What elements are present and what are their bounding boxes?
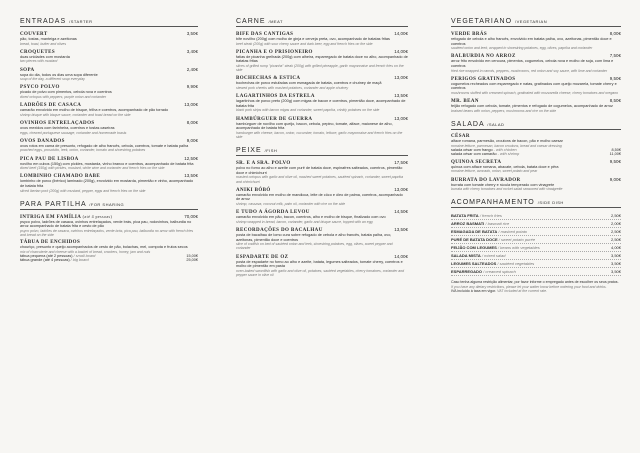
menu-item (20, 138, 198, 153)
section-title: PEIXE (236, 147, 262, 155)
item-price: 3,40€ (186, 48, 198, 54)
item-price: 14,00€ (394, 48, 408, 54)
column-right (451, 18, 621, 293)
item-name: BIFE DAS CANTIGAS (236, 32, 294, 37)
item-desc-en: mix of charcuterie and cheese with a basket of bread, crackers, honey, jam and nuts (20, 249, 151, 254)
side-dish-row (451, 236, 621, 244)
menu-item (20, 49, 198, 64)
item-price: 13,00€ (394, 115, 408, 121)
tabua-small-line: tábua pequena (até 2 pessoas) / small board 15,00€ (20, 254, 198, 259)
item-name: OVOS DANADOS (20, 138, 65, 144)
allergy-note-pt: Caso tenha alguma restrição alimentar, por favor informe o empregado antes de escolher os seus pratos. (451, 280, 619, 285)
menu-item-intriga (20, 214, 198, 238)
section-title: VEGETARIANO (451, 18, 513, 25)
item-desc-en: sautéed onion and leek, wrapped in shoestring potatoes, egg, olives, paprika and coriander (451, 46, 593, 51)
item-desc: posta de espadarte no forno ao alho e azeite, batata, legumes salteados, tomate cherry, coentros e molho de pimentão em pasta (236, 259, 403, 269)
item-price: 17,50€ (394, 160, 408, 166)
item-desc: camarão envolvido em molho de mandioca, leite de côco e óleo de palma, coentros, acompanhado de arroz (236, 192, 403, 202)
item-name: LAGARTINHOS DA ESTRELA (236, 94, 315, 100)
vat-note-pt: IVA incluído à taxa em vigor. (451, 288, 497, 293)
side-price: 4,00€ (610, 245, 621, 251)
side-name: PURÉ DE BATATA DOCE (451, 237, 498, 243)
item-desc: fatias de picanha grelhada (200g) com alheira, esparregado de batata doce no alho, acompanhado de batatas fritas (236, 54, 408, 64)
item-price: 13,00€ (394, 186, 408, 192)
item-desc-en: sliced iberian pork (200g) with mustard, pepper, eggs and french fries on the side (20, 188, 146, 193)
item-price: 9,00€ (186, 137, 198, 143)
item-name: SR. E A SRA. POLVO (236, 161, 291, 167)
item-desc: polvo no forno ao alho e azeite com purê de batata doce, espinafres salteados, coentros, pimentão doce e chimichurri (236, 166, 403, 175)
section-subtitle: /VEGETARIAN (515, 19, 548, 24)
item-desc-en: diced octopus with peppers, purple onion and coriander (20, 94, 107, 99)
side-price: 2,50€ (610, 213, 621, 219)
item-desc: burrata com tomate cherry e rúcula temperado com vinagrete (451, 182, 555, 187)
carne-list (236, 31, 408, 139)
side-name-en: / mashed potato (498, 229, 528, 235)
item-desc-en: eggs, chewed portuguese sausage, coriander and homemade toasts (20, 130, 127, 135)
tabua-big-line: tábua grande (até 4 pessoas) / big board 25,00€ (20, 258, 198, 263)
item-desc-en: romaine lettuce, parmesan, bacon croutons, bread and caesar dressing (451, 143, 562, 148)
item-desc: picado de polvo com pimentos, cebola roxa e coentros (20, 90, 112, 95)
item-price: 13,50€ (184, 173, 198, 179)
item-desc-en: stewed pork cheeks with mashed potatoes, coriander and apple chutney (236, 85, 349, 90)
item-price: 8,00€ (186, 119, 198, 125)
section-title: CARNE (236, 18, 266, 25)
section-title-partilha (20, 201, 198, 210)
item-desc-en: shrimp wrapped in bread, bacon, coriander, garlic and bisque sauce, topped with an egg (236, 219, 373, 224)
side-name-en: / sautéed vegetables (497, 261, 535, 267)
side-name: FEIJÃO COM LEGUMES (451, 245, 497, 251)
side-dish-row (451, 268, 621, 276)
item-price: 9,50€ (609, 75, 621, 81)
side-price: 3,50€ (610, 269, 621, 275)
allergy-note-en: If you have any dietary restrictions, please let your waiter know before ordering your food and drinks. (451, 284, 607, 289)
menu-item (236, 160, 408, 184)
section-subtitle: /FISH (264, 148, 278, 154)
menu-item (236, 254, 408, 278)
menu-item (236, 187, 408, 206)
item-name: CÉSAR (451, 133, 470, 139)
item-desc-en: two pieces with mustard (20, 59, 58, 64)
side-name-en: / french fries (479, 213, 502, 219)
menu-item (20, 173, 198, 192)
section-title-peixe (236, 147, 408, 156)
item-desc: posta de bacalhau de lomo cura sobre refogado de cebola e alho francês, batata palha, ovo, azeitonas, pimentão doce e coentros (236, 232, 392, 242)
side-name-en: / creamed spinach (483, 269, 516, 275)
section-title-vegetariano (451, 18, 621, 27)
item-desc-en: fried rice wrapped in carrots, peppers, mushrooms, red onion and soy sauce, with lime and coriander (451, 68, 608, 73)
item-price: 14,50€ (394, 209, 408, 215)
section-title-acompanhamento (451, 199, 621, 208)
item-name: MR. BEAN (451, 99, 479, 105)
item-name: VERDE BRÁS (451, 32, 488, 37)
item-desc-en: shrimp bisque with bisque sauce, coriander and toast bread on the side (20, 112, 131, 117)
item-name: QUINOA SECRETA (451, 159, 502, 165)
item-name: SOPA (20, 67, 35, 73)
item-desc: chouriço, presunto e queijo acompanhados de cesto de pão, bolachas, mel, compota e frutos secos (20, 245, 188, 250)
side-name: ARROZ BASMATI (451, 221, 485, 227)
item-desc-en: braised beans with onion, peppers, mushrooms and rice on the side (451, 108, 557, 113)
side-price: 3,50€ (610, 253, 621, 259)
section-title: PARA PARTILHA (20, 200, 87, 208)
side-name-en: / mixed salad (481, 253, 506, 259)
side-name: ESMAGADA DE BATATA (451, 229, 498, 235)
side-price: 2,00€ (610, 221, 621, 227)
item-price: 9,90€ (186, 84, 198, 90)
side-dish-row (451, 244, 621, 252)
item-desc: ovos mexidos com farinheira, coentros e tostas caseiras (20, 125, 115, 130)
item-name: BALBURDIA NO ARROZ (451, 54, 516, 60)
section-subtitle: /FOR SHARING (89, 201, 125, 207)
item-price: 12,50€ (184, 155, 198, 161)
item-price: 14,00€ (394, 31, 408, 36)
item-desc-en: roasted octopus with garlic and olive oil, mashed sweet potatoes, sautéed spinach, coriander, sweet paprika and chimichurri (236, 175, 404, 184)
item-name: LOMBINHO CHAMADO BABE (20, 174, 101, 180)
section-title: SALADA (451, 120, 485, 128)
item-name: PICANHA E O PRISIONEIRO (236, 49, 313, 55)
item-name: TÁBUA DE ENCHIDOS (20, 240, 81, 246)
item-desc: alface romana, parmesão, croutons de bacon, pão e molho caesar (451, 138, 563, 143)
entradas-list (20, 31, 198, 193)
item-desc: novilho em cubos (150g) com pickles, mostarda, vinho branco e coentros, acompanhado de batata frita (20, 161, 194, 166)
item-price: 13,50€ (394, 226, 408, 232)
item-price: 8,50€ (609, 98, 621, 104)
menu-item (236, 209, 408, 224)
item-desc-en: psyco polvo, ladrões de casaca, ovinhos entrelaçados, verde brás, pica pau, balburdia no arroz with french fries and bread on the side (20, 228, 194, 238)
item-name: LADRÕES DE CASACA (20, 103, 82, 109)
salada-list (451, 159, 621, 192)
item-desc-en: diced beef (150g) with pickles, mustard, white wine and coriander and french fries on the side (20, 166, 165, 171)
item-desc-en: slice of codfish on bed of sautéed onion and leek, shoestring potatoes, egg, olives, sweet pepper and coriander (236, 242, 393, 251)
side-name-en: / basmati rice (485, 221, 510, 227)
vegetariano-list (451, 31, 621, 113)
menu-item (236, 116, 408, 140)
item-desc-en: oven-baked swordfish with garlic and olive oil, potatoes, sautéed vegetables, cherry tomatoes, coriander and pepper sauce in olive oil (236, 268, 405, 277)
item-desc: camarão envolvido em pão, bacon, coentros, alho e molho de bisque, finalizado com ovo (236, 215, 386, 220)
side-price: 3,50€ (610, 261, 621, 267)
item-price: 9,50€ (609, 158, 621, 164)
menu-item (451, 31, 621, 50)
item-name: COUVERT (20, 32, 48, 37)
side-dish-row (451, 228, 621, 236)
item-desc: hambúrguer de novilho com queijo, bacon, cebola, pepino, tomate, alface, maionese de alho, acompanhado de batata frita (236, 121, 393, 131)
section-title: ENTRADAS (20, 18, 67, 25)
cesar-shrimp-line: salada césar com camarão - with shrimp 11,00€ (451, 151, 621, 156)
menu-item (236, 31, 408, 46)
item-desc: arroz frito envolvido em cenoura, pimentos, cogumelos, cebola roxa e molho de soja, com lima e coentros (451, 59, 614, 68)
section-subtitle: /SIDE DISH (537, 200, 564, 206)
side-name-en: / sweet potato purée (498, 237, 536, 243)
item-desc: psyco polvo, ladrões de casaca, ovinhos entrelaçados, verde brás, pica pau, rodovinhos, balburdia no arroz acompanhado de batata frita e cesto de pão (20, 219, 192, 229)
item-name: BOCHECHAS & ESTICA (236, 76, 301, 82)
item-desc: bochechas de porco estufadas com esmagada de batata, coentros e chutney de maçã (236, 81, 382, 86)
item-desc-en: poached eggs, prosciutto, leek, onion, coriander, tomato and shoestring potatoes (20, 148, 146, 153)
item-price: 3,50€ (186, 31, 198, 36)
menu-item (20, 67, 198, 82)
item-name: CROQUETES (20, 49, 55, 55)
menu-item (451, 98, 621, 113)
side-name-en: / beans with vegetables (497, 245, 540, 251)
item-name: RECORDAÇÕES DO BACALHAU (236, 227, 323, 233)
item-name: ESPADARTE DE OZ (236, 254, 289, 260)
side-name: LEGUMES SALTEADOS (451, 261, 497, 267)
section-title-carne (236, 18, 408, 27)
item-name: ANIKI BÓBÓ (236, 187, 271, 193)
side-name: ESPARREGADO (451, 269, 483, 275)
item-desc-en: burrata with cherry tomatoes and rocket salad seasoned with vinaigrette (451, 187, 563, 192)
item-name: OVINHOS ENTRELAÇADOS (20, 120, 95, 126)
item-desc: pão, tostas, manteiga e azeitonas (20, 37, 77, 41)
item-desc-en: hamburger with cheese, bacon, onion, cucumber, tomato, lettuce, garlic mayonnaise and french fries on the side (236, 130, 403, 139)
allergy-note (451, 280, 621, 293)
menu-item (20, 102, 198, 117)
item-name: INTRIGA EM FAMÍLIA (até 4 pessoas) (20, 213, 113, 220)
menu-item (236, 75, 408, 90)
side-name: SALADA MISTA (451, 253, 481, 259)
item-desc-en: mushrooms stuffed with creamed spinach, gratinated with mozzarella cheese, cherry tomatoes and oregano (451, 90, 619, 95)
menu-item-tabua (20, 240, 198, 262)
column-left (20, 18, 198, 265)
item-desc-en: beef steak (200g) with sour cherry sauce and dark beer, egg and french fries on the side (236, 41, 373, 46)
menu-item-cesar (451, 134, 621, 156)
menu-item (451, 76, 621, 95)
item-price: 9,00€ (609, 176, 621, 182)
vat-note-en: VAT included at the current rate. (497, 288, 548, 293)
item-name: PSYCO POLVO (20, 85, 60, 91)
cesar-chicken-line: salada césar com frango - with chicken 8,50€ (451, 147, 621, 152)
item-price: 13,00€ (394, 75, 408, 81)
menu-item (451, 177, 621, 192)
item-desc: cogumelos recheados com esparregado e natas, gratinados com queijo mozarela, tomate cherry e coentros (451, 81, 617, 91)
menu-item (20, 120, 198, 135)
item-desc-en: shrimp, cassava, coconut milk, palm oil, coriander with rice on the side (236, 201, 346, 206)
item-desc: camarão envolvido em molho de bisque, trilha e coentros, acompanhado de pão torrado (20, 108, 169, 113)
section-subtitle: /MEAT (268, 19, 283, 24)
section-subtitle: /SALAD (487, 121, 505, 127)
section-title: ACOMPANHAMENTO (451, 199, 535, 207)
item-price: 7,50€ (609, 53, 621, 59)
item-name: BURRATA DO LAVRADOR (451, 177, 521, 183)
item-desc: sopa do dia, todos os dias uma sopa diferente (20, 72, 98, 77)
peixe-list (236, 160, 408, 277)
menu-item (451, 53, 621, 72)
menu-item (236, 227, 408, 251)
item-desc-en: romaine lettuce, avocado, onion, sweet potato and pear (451, 169, 538, 174)
item-desc-en: slices of grilled rump "picanha" steak (200g) with grilled pineapple, garlic mayonnaise and french fries on the side (236, 63, 404, 73)
menu-item (236, 93, 408, 112)
item-desc: duas unidades com mostarda (20, 54, 70, 59)
side-price: 2,50€ (610, 237, 621, 243)
item-desc-en: black pork strips with bacon migas and coriander, sweet paprika, crinkly potatoes on the side (236, 108, 380, 113)
item-name: HAMBÚRGUER DE GUERRA (236, 116, 313, 122)
item-price: 14,00€ (394, 253, 408, 259)
item-desc: bife novilho (200g) com molho de ginja e cerveja preta, ovo, acompanhado de batatas fritas (236, 37, 390, 41)
item-desc: lombinho de porco (ibérico) laminado (200g), envolvido em mostarda, pimentão e vinho, acompanhado de batata frita (20, 179, 194, 188)
side-dish-list (451, 212, 621, 276)
menu-item (451, 159, 621, 174)
item-desc: ovos rotos em cama de presunto, refogado de alho francês, cebola, coentros, tomate e batata palha (20, 143, 189, 148)
item-price: 13,50€ (394, 93, 408, 99)
item-name: PERIGOS GRATINADOS (451, 76, 516, 82)
section-title-entradas (20, 18, 198, 27)
side-price: 2,50€ (610, 229, 621, 235)
menu-item (20, 156, 198, 171)
item-price: 70,00€ (184, 213, 198, 219)
side-dish-row (451, 212, 621, 220)
side-dish-row (451, 252, 621, 260)
side-dish-row (451, 220, 621, 228)
menu-item (236, 49, 408, 73)
section-subtitle: /STARTER (69, 19, 93, 24)
item-desc-en: bread, toast, butter and olives (20, 41, 67, 46)
side-dish-row (451, 260, 621, 268)
section-title-salada (451, 121, 621, 130)
column-middle (236, 18, 408, 280)
item-desc: quinoa com alface romana, abacate, cebola, batata doce e pêra (451, 164, 559, 169)
item-desc: refogado de cebola e alho francês, envolvido em batata palha, ovo, azeitonas, pimentão doce e coentros (451, 37, 612, 46)
item-desc-en: soup of the day, a different soup everyday (20, 77, 85, 82)
item-price: 2,40€ (186, 66, 198, 72)
item-name: PICA PAU DE LISBOA (20, 156, 79, 162)
item-price: 13,00€ (184, 102, 198, 108)
item-desc: lagartinhos de porco preto (200g) com migas de bacon e coentros, pimentão doce, acompanhado de batata frita (236, 99, 406, 108)
item-name: E TUDO A ÁGORDA LEVOU (236, 210, 310, 216)
menu-item (20, 31, 198, 46)
item-desc: feijão refogado com cebola, tomate, pimentos e refogado de cogumelos, acompanhado de arroz (451, 104, 613, 109)
side-name: BATATA FRITA (451, 213, 479, 219)
item-price: 8,00€ (609, 31, 621, 36)
menu-item (20, 84, 198, 99)
